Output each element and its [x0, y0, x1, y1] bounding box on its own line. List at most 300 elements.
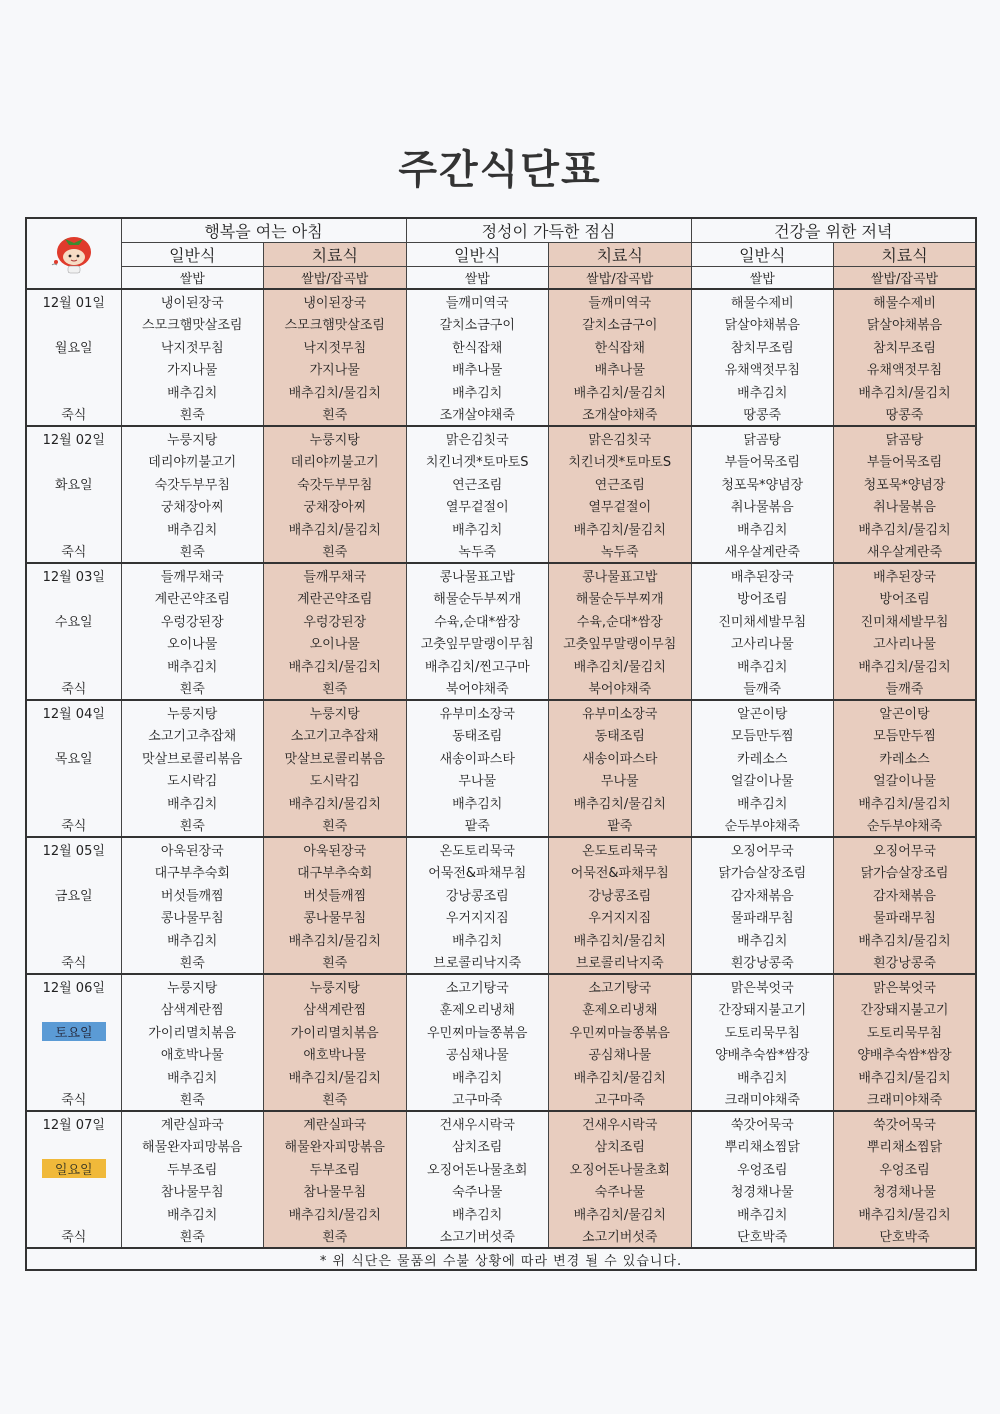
menu-item: 무나물	[549, 769, 692, 792]
menu-item: 배추나물	[406, 358, 549, 381]
menu-item: 고사리나물	[834, 632, 977, 655]
menu-item: 한식잡채	[406, 335, 549, 358]
menu-item: 배추김치	[691, 928, 834, 951]
menu-item: 도토리묵무침	[834, 1020, 977, 1043]
menu-row	[26, 861, 976, 884]
menu-item: 흰죽	[264, 814, 407, 838]
menu-item: 흰죽	[121, 1225, 264, 1249]
day-label-cell	[26, 1135, 121, 1158]
menu-item: 배추김치	[406, 1202, 549, 1225]
menu-item: 크래미야채죽	[691, 1088, 834, 1112]
menu-row	[26, 495, 976, 518]
menu-row	[26, 769, 976, 792]
menu-item: 오징어무국	[691, 837, 834, 861]
menu-item: 우엉조림	[834, 1157, 977, 1180]
menu-item: 들깨미역국	[406, 289, 549, 313]
menu-item: 단호박죽	[691, 1225, 834, 1249]
rice-cell: 쌀밥/잡곡밥	[834, 267, 977, 290]
menu-item: 맑은북엇국	[834, 974, 977, 998]
menu-item: 맑은북엇국	[691, 974, 834, 998]
menu-row	[26, 540, 976, 564]
porridge-label: 죽식	[61, 545, 87, 561]
day-label-cell	[26, 313, 121, 336]
menu-item: 흰죽	[264, 951, 407, 975]
menu-item: 단호박죽	[834, 1225, 977, 1249]
menu-item: 순두부야채죽	[834, 814, 977, 838]
menu-item: 흰죽	[264, 403, 407, 427]
menu-item: 브로콜리낙지죽	[549, 951, 692, 975]
day-label-cell	[26, 837, 121, 861]
menu-item: 데리야끼불고기	[264, 450, 407, 473]
menu-item: 청포묵*양념장	[691, 472, 834, 495]
menu-item: 배추김치	[691, 654, 834, 677]
day-label-cell	[26, 769, 121, 792]
menu-item: 계란실파국	[121, 1111, 264, 1135]
menu-row	[26, 928, 976, 951]
menu-item: 배추된장국	[834, 563, 977, 587]
menu-item: 배추김치	[691, 1065, 834, 1088]
rice-cell: 쌀밥	[691, 267, 834, 290]
menu-item: 소고기탕국	[406, 974, 549, 998]
day-label-cell	[26, 1088, 121, 1112]
porridge-label: 죽식	[61, 956, 87, 972]
tomato-mascot-icon	[44, 232, 104, 276]
menu-item: 궁채장아찌	[264, 495, 407, 518]
day-label-cell	[26, 928, 121, 951]
day-label-cell	[26, 426, 121, 450]
menu-item: 순두부야채죽	[691, 814, 834, 838]
meal-header-lunch: 정성이 가득한 점심	[406, 218, 691, 243]
menu-row	[26, 1065, 976, 1088]
menu-row	[26, 289, 976, 313]
menu-item: 해물수제비	[691, 289, 834, 313]
menu-item: 배추김치	[121, 1202, 264, 1225]
menu-item: 숙주나물	[406, 1180, 549, 1203]
rice-cell: 쌀밥	[406, 267, 549, 290]
menu-item: 유부미소장국	[549, 700, 692, 724]
menu-item: 닭살야채볶음	[834, 313, 977, 336]
menu-item: 가지나물	[264, 358, 407, 381]
day-date: 12월 06일	[42, 980, 105, 996]
menu-item: 부들어묵조림	[691, 450, 834, 473]
menu-row	[26, 587, 976, 610]
day-label-cell	[26, 998, 121, 1021]
menu-item: 계란곤약조림	[121, 587, 264, 610]
menu-item: 녹두죽	[549, 540, 692, 564]
menu-row	[26, 450, 976, 473]
menu-row	[26, 837, 976, 861]
menu-item: 어묵전&파채무침	[406, 861, 549, 884]
menu-item: 냉이된장국	[264, 289, 407, 313]
menu-item: 맑은김칫국	[549, 426, 692, 450]
menu-item: 한식잡채	[549, 335, 692, 358]
day-date: 12월 02일	[42, 432, 105, 448]
meal-header-dinner: 건강을 위한 저녁	[691, 218, 976, 243]
menu-item: 청포묵*양념장	[834, 472, 977, 495]
day-label-cell	[26, 403, 121, 427]
menu-item: 참치무조림	[834, 335, 977, 358]
menu-item: 양배추숙쌈*쌈장	[834, 1043, 977, 1066]
diet-general-header: 일반식	[121, 243, 264, 267]
footer-note: * 위 식단은 물품의 수불 상황에 따라 변경 될 수 있습니다.	[26, 1248, 976, 1270]
menu-item: 우민찌마늘쫑볶음	[406, 1020, 549, 1043]
menu-row	[26, 358, 976, 381]
menu-item: 우거지지짐	[549, 906, 692, 929]
menu-item: 배추김치/물김치	[834, 1065, 977, 1088]
menu-item: 낙지젓무침	[264, 335, 407, 358]
menu-item: 모듬만두찜	[691, 724, 834, 747]
porridge-label: 죽식	[61, 1230, 87, 1246]
menu-item: 모듬만두찜	[834, 724, 977, 747]
menu-item: 배추김치	[121, 654, 264, 677]
menu-item: 해물순두부찌개	[549, 587, 692, 610]
day-label-cell	[26, 540, 121, 564]
menu-item: 크래미야채죽	[834, 1088, 977, 1112]
menu-item: 청경채나물	[691, 1180, 834, 1203]
day-label-cell	[26, 724, 121, 747]
menu-item: 배추김치	[121, 791, 264, 814]
porridge-label: 죽식	[61, 819, 87, 835]
menu-row	[26, 746, 976, 769]
menu-item: 참나물무침	[121, 1180, 264, 1203]
menu-item: 고구마죽	[406, 1088, 549, 1112]
day-label-cell	[26, 814, 121, 838]
menu-item: 배추김치/물김치	[549, 1202, 692, 1225]
menu-item: 유채액젓무침	[834, 358, 977, 381]
day-label-cell	[26, 632, 121, 655]
menu-item: 치킨너겟*토마토S	[406, 450, 549, 473]
menu-item: 소고기고추잡채	[264, 724, 407, 747]
menu-item: 강낭콩조림	[406, 883, 549, 906]
day-label-cell	[26, 1180, 121, 1203]
menu-item: 온도토리묵국	[549, 837, 692, 861]
menu-item: 도시락김	[264, 769, 407, 792]
menu-item: 쑥갓어묵국	[834, 1111, 977, 1135]
menu-item: 배추김치/물김치	[834, 791, 977, 814]
menu-item: 연근조림	[406, 472, 549, 495]
menu-item: 배추김치/물김치	[264, 1065, 407, 1088]
menu-item: 우민찌마늘쫑볶음	[549, 1020, 692, 1043]
menu-item: 우렁강된장	[121, 609, 264, 632]
menu-row	[26, 472, 976, 495]
menu-item: 유채액젓무침	[691, 358, 834, 381]
menu-item: 오징어돈나물초회	[406, 1157, 549, 1180]
menu-item: 배추김치/물김치	[549, 380, 692, 403]
menu-row	[26, 1157, 976, 1180]
menu-item: 두부조림	[121, 1157, 264, 1180]
menu-item: 배추김치	[406, 791, 549, 814]
menu-item: 콩나물표고밥	[406, 563, 549, 587]
day-label-cell	[26, 746, 121, 769]
menu-item: 맛살브로콜리볶음	[121, 746, 264, 769]
menu-item: 흰강낭콩죽	[834, 951, 977, 975]
menu-item: 뿌리채소찜닭	[691, 1135, 834, 1158]
menu-item: 소고기버섯죽	[549, 1225, 692, 1249]
menu-item: 해물순두부찌개	[406, 587, 549, 610]
menu-item: 카레소스	[691, 746, 834, 769]
menu-item: 유부미소장국	[406, 700, 549, 724]
menu-row	[26, 1020, 976, 1043]
menu-item: 콩나물무침	[121, 906, 264, 929]
menu-item: 방어조림	[691, 587, 834, 610]
menu-item: 가이리멸치볶음	[121, 1020, 264, 1043]
menu-row	[26, 1202, 976, 1225]
menu-item: 배추김치	[691, 517, 834, 540]
menu-item: 들깨무채국	[121, 563, 264, 587]
day-label-cell	[26, 654, 121, 677]
menu-item: 배추김치/물김치	[264, 380, 407, 403]
day-weekday: 월요일	[54, 340, 93, 356]
diet-general-header: 일반식	[406, 243, 549, 267]
menu-item: 흰강낭콩죽	[691, 951, 834, 975]
menu-item: 동태조림	[549, 724, 692, 747]
menu-item: 감자채볶음	[834, 883, 977, 906]
menu-item: 배추김치	[121, 1065, 264, 1088]
menu-item: 북어야채죽	[406, 677, 549, 701]
day-label-cell	[26, 380, 121, 403]
menu-item: 배추김치/물김치	[549, 654, 692, 677]
menu-row	[26, 1088, 976, 1112]
menu-item: 콩나물표고밥	[549, 563, 692, 587]
menu-item: 얼갈이나물	[834, 769, 977, 792]
menu-item: 고구마죽	[549, 1088, 692, 1112]
menu-item: 배추김치	[406, 928, 549, 951]
menu-item: 새우살계란죽	[691, 540, 834, 564]
menu-item: 양배추숙쌈*쌈장	[691, 1043, 834, 1066]
menu-item: 닭살야채볶음	[691, 313, 834, 336]
menu-item: 감자채볶음	[691, 883, 834, 906]
menu-item: 흰죽	[121, 677, 264, 701]
day-label-cell	[26, 289, 121, 313]
menu-item: 열무겉절이	[549, 495, 692, 518]
menu-item: 녹두죽	[406, 540, 549, 564]
menu-item: 닭곰탕	[834, 426, 977, 450]
day-label-cell	[26, 495, 121, 518]
menu-row	[26, 700, 976, 724]
menu-item: 아욱된장국	[264, 837, 407, 861]
day-label-cell	[26, 951, 121, 975]
menu-item: 해물수제비	[834, 289, 977, 313]
day-label-cell	[26, 700, 121, 724]
menu-item: 수육,순대*쌈장	[406, 609, 549, 632]
menu-item: 배추김치	[121, 928, 264, 951]
day-label-cell	[26, 609, 121, 632]
menu-item: 흰죽	[264, 677, 407, 701]
menu-item: 고사리나물	[691, 632, 834, 655]
menu-item: 새송이파스타	[406, 746, 549, 769]
menu-item: 참치무조림	[691, 335, 834, 358]
menu-item: 누룽지탕	[121, 426, 264, 450]
day-label-cell	[26, 1225, 121, 1249]
menu-item: 열무겉절이	[406, 495, 549, 518]
day-weekday: 화요일	[54, 477, 93, 493]
menu-item: 배추김치/물김치	[264, 791, 407, 814]
menu-item: 냉이된장국	[121, 289, 264, 313]
menu-item: 오이나물	[264, 632, 407, 655]
menu-item: 카레소스	[834, 746, 977, 769]
menu-row	[26, 883, 976, 906]
menu-item: 배추김치/물김치	[834, 380, 977, 403]
menu-item: 오징어무국	[834, 837, 977, 861]
menu-item: 흰죽	[121, 403, 264, 427]
menu-item: 흰죽	[121, 540, 264, 564]
menu-row	[26, 426, 976, 450]
day-weekday: 금요일	[54, 888, 93, 904]
menu-item: 새송이파스타	[549, 746, 692, 769]
menu-item: 배추김치	[691, 1202, 834, 1225]
menu-item: 배추나물	[549, 358, 692, 381]
menu-item: 건새우시락국	[406, 1111, 549, 1135]
menu-item: 아욱된장국	[121, 837, 264, 861]
menu-item: 들깨죽	[834, 677, 977, 701]
day-label-cell	[26, 472, 121, 495]
day-label-cell	[26, 450, 121, 473]
menu-item: 배추김치/물김치	[834, 517, 977, 540]
menu-item: 알곤이탕	[834, 700, 977, 724]
day-label-cell	[26, 861, 121, 884]
day-label-cell	[26, 563, 121, 587]
menu-item: 알곤이탕	[691, 700, 834, 724]
menu-item: 버섯들깨찜	[264, 883, 407, 906]
menu-item: 삼색계란찜	[264, 998, 407, 1021]
menu-item: 배추김치/찐고구마	[406, 654, 549, 677]
menu-item: 누룽지탕	[264, 974, 407, 998]
menu-item: 공심채나물	[406, 1043, 549, 1066]
menu-item: 땅콩죽	[691, 403, 834, 427]
menu-item: 배추김치/물김치	[264, 928, 407, 951]
menu-item: 스모크햄맛살조림	[121, 313, 264, 336]
menu-item: 소고기버섯죽	[406, 1225, 549, 1249]
menu-item: 건새우시락국	[549, 1111, 692, 1135]
menu-item: 누룽지탕	[121, 974, 264, 998]
menu-item: 닭곰탕	[691, 426, 834, 450]
menu-body	[26, 289, 976, 1248]
menu-row	[26, 814, 976, 838]
menu-item: 콩나물무침	[264, 906, 407, 929]
menu-row	[26, 677, 976, 701]
menu-row	[26, 403, 976, 427]
menu-item: 흰죽	[121, 951, 264, 975]
meal-header-breakfast: 행복을 여는 아침	[121, 218, 406, 243]
menu-item: 애호박나물	[121, 1043, 264, 1066]
menu-item: 수육,순대*쌈장	[549, 609, 692, 632]
menu-item: 조개살야채죽	[406, 403, 549, 427]
menu-item: 북어야채죽	[549, 677, 692, 701]
day-date: 12월 07일	[42, 1117, 105, 1133]
menu-item: 우엉조림	[691, 1157, 834, 1180]
menu-item: 배추김치	[121, 517, 264, 540]
menu-item: 우거지지짐	[406, 906, 549, 929]
day-label-cell	[26, 906, 121, 929]
menu-row	[26, 563, 976, 587]
menu-item: 배추김치/물김치	[834, 1202, 977, 1225]
menu-row	[26, 380, 976, 403]
menu-item: 배추김치	[406, 380, 549, 403]
menu-item: 연근조림	[549, 472, 692, 495]
menu-item: 치킨너겟*토마토S	[549, 450, 692, 473]
menu-item: 우렁강된장	[264, 609, 407, 632]
menu-item: 맛살브로콜리볶음	[264, 746, 407, 769]
menu-item: 소고기탕국	[549, 974, 692, 998]
menu-item: 청경채나물	[834, 1180, 977, 1203]
menu-row	[26, 906, 976, 929]
day-weekday: 일요일	[42, 1159, 106, 1178]
diet-therapy-header: 치료식	[264, 243, 407, 267]
day-label-cell	[26, 335, 121, 358]
menu-item: 진미채세발무침	[834, 609, 977, 632]
menu-item: 소고기고추잡채	[121, 724, 264, 747]
menu-item: 맑은김칫국	[406, 426, 549, 450]
menu-item: 배추김치	[121, 380, 264, 403]
menu-row	[26, 951, 976, 975]
menu-item: 부들어묵조림	[834, 450, 977, 473]
day-weekday: 목요일	[54, 751, 93, 767]
menu-item: 방어조림	[834, 587, 977, 610]
porridge-label: 죽식	[61, 1093, 87, 1109]
porridge-label: 죽식	[61, 408, 87, 424]
menu-item: 대구부추숙회	[264, 861, 407, 884]
menu-item: 팥죽	[406, 814, 549, 838]
menu-item: 닭가슴살장조림	[691, 861, 834, 884]
day-label-cell	[26, 677, 121, 701]
menu-row	[26, 724, 976, 747]
page-title: 주간식단표	[398, 147, 602, 193]
menu-item: 흰죽	[121, 814, 264, 838]
menu-row	[26, 791, 976, 814]
menu-item: 흰죽	[264, 1088, 407, 1112]
menu-row	[26, 517, 976, 540]
menu-item: 해물완자피망볶음	[264, 1135, 407, 1158]
menu-row	[26, 1180, 976, 1203]
menu-item: 배추김치/물김치	[264, 654, 407, 677]
menu-item: 누룽지탕	[264, 700, 407, 724]
menu-item: 무나물	[406, 769, 549, 792]
menu-item: 얼갈이나물	[691, 769, 834, 792]
menu-item: 배추김치	[691, 791, 834, 814]
menu-item: 두부조림	[264, 1157, 407, 1180]
day-label-cell	[26, 358, 121, 381]
menu-row	[26, 313, 976, 336]
menu-item: 배추김치/물김치	[834, 654, 977, 677]
menu-item: 도시락김	[121, 769, 264, 792]
menu-item: 갈치소금구이	[549, 313, 692, 336]
menu-item: 흰죽	[264, 540, 407, 564]
menu-item: 고춧잎무말랭이무침	[549, 632, 692, 655]
menu-item: 배추김치/물김치	[549, 791, 692, 814]
menu-item: 팥죽	[549, 814, 692, 838]
day-label-cell	[26, 1157, 121, 1180]
menu-item: 어묵전&파채무침	[549, 861, 692, 884]
menu-row	[26, 1043, 976, 1066]
menu-item: 물파래무침	[691, 906, 834, 929]
menu-item: 계란곤약조림	[264, 587, 407, 610]
day-label-cell	[26, 1020, 121, 1043]
menu-item: 쑥갓어묵국	[691, 1111, 834, 1135]
menu-row	[26, 1111, 976, 1135]
menu-row	[26, 632, 976, 655]
day-label-cell	[26, 883, 121, 906]
day-date: 12월 01일	[42, 295, 105, 311]
day-label-cell	[26, 1065, 121, 1088]
menu-item: 숙갓두부무침	[121, 472, 264, 495]
menu-item: 들깨무채국	[264, 563, 407, 587]
menu-item: 배추김치/물김치	[549, 517, 692, 540]
day-label-cell	[26, 517, 121, 540]
menu-item: 애호박나물	[264, 1043, 407, 1066]
day-label-cell	[26, 1043, 121, 1066]
porridge-label: 죽식	[61, 682, 87, 698]
menu-item: 새우살계란죽	[834, 540, 977, 564]
